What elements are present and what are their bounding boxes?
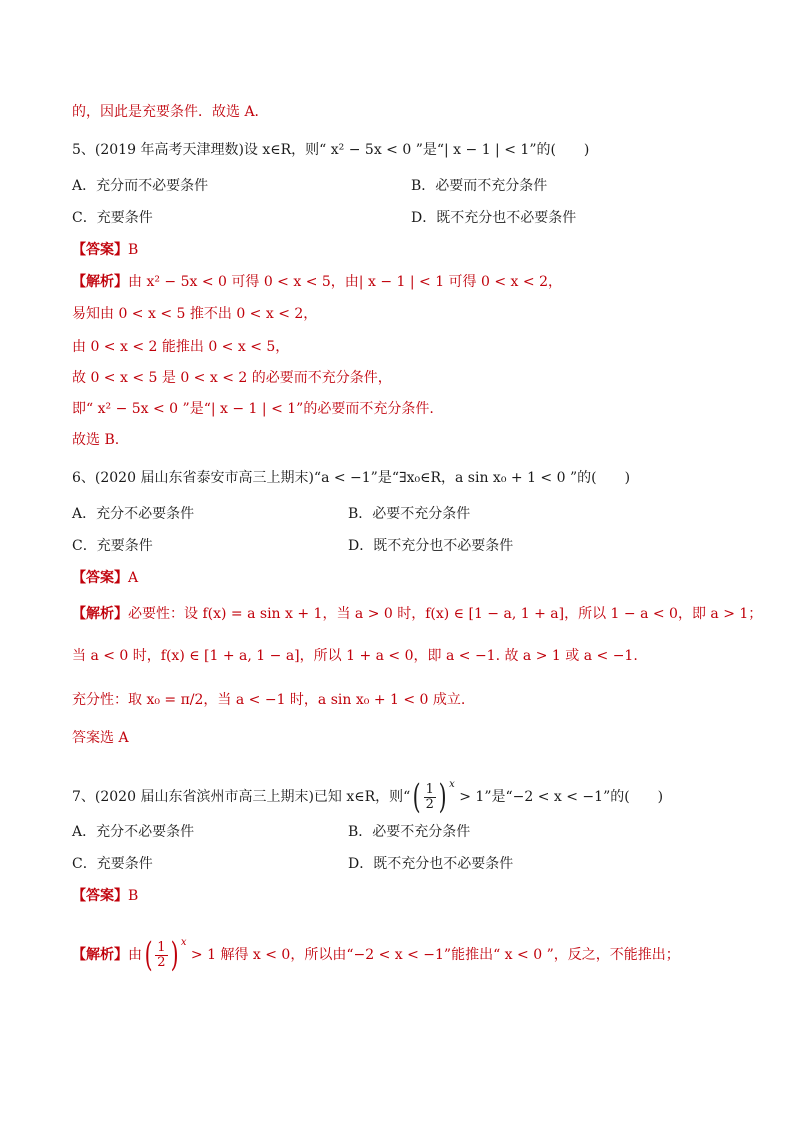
q5-option-d: D．既不充分也不必要条件	[411, 210, 577, 226]
q7-analysis-exponent: x	[180, 937, 187, 948]
q7-option-c: C．充要条件	[72, 856, 153, 872]
q7-analysis-right-paren: )	[170, 935, 179, 975]
q7-option-d: D．既不充分也不必要条件	[348, 856, 514, 872]
q5-analysis-line-4: 故 0 < x < 5 是 0 < x < 2 的必要而不充分条件，	[72, 370, 392, 386]
q7-answer-tag: 【答案】	[72, 888, 128, 904]
q5-answer	[72, 240, 138, 260]
q6-option-c: C．充要条件	[72, 538, 153, 554]
q7-answer-value: B	[128, 888, 139, 904]
q6-option-d: D．既不充分也不必要条件	[348, 538, 514, 554]
q6-analysis-line-2: 当 a < 0 时，f(x) ∈ [1 + a, 1 − a]，所以 1 + a < 0，即 a < −1. 故 a > 1 或 a < −1.	[72, 648, 638, 664]
q5-option-a: A．充分而不必要条件	[72, 178, 209, 194]
q7-answer	[72, 886, 138, 906]
q7-stem	[72, 768, 664, 817]
q6-answer	[72, 568, 138, 588]
q6-answer-value: A	[128, 570, 139, 586]
q7-analysis-frac-den: 2	[157, 954, 166, 970]
q7-analysis-tag: 【解析】	[72, 947, 128, 963]
q5-analysis-line-5: 即“ x² − 5x < 0 ”是“| x − 1 | < 1”的必要而不充分条件.	[72, 401, 434, 417]
q5-answer-tag: 【答案】	[72, 242, 128, 258]
q7-analysis-pre: 由	[128, 947, 142, 963]
q7-fraction	[424, 783, 436, 812]
q5-option-c: C．充要条件	[72, 210, 153, 226]
q7-frac-den: 2	[425, 796, 434, 812]
q6-analysis-line-1	[72, 604, 762, 624]
q6-answer-tag: 【答案】	[72, 570, 128, 586]
q5-stem: 5、(2019 年高考天津理数)设 x∈R，则“ x² − 5x < 0 ”是“| x − 1 | < 1”的( )	[72, 142, 590, 158]
q7-left-paren: (	[412, 777, 421, 817]
q7-right-paren: )	[438, 777, 447, 817]
q5-option-b: B．必要而不充分条件	[411, 178, 548, 194]
q7-option-a: A．充分不必要条件	[72, 824, 195, 840]
q5-analysis-tag: 【解析】	[72, 274, 128, 290]
q7-frac-num: 1	[425, 781, 434, 797]
q7-analysis-left-paren: (	[144, 935, 153, 975]
q7-analysis-line-1	[72, 926, 680, 975]
q5-analysis-line-3: 由 0 < x < 2 能推出 0 < x < 5，	[72, 339, 290, 355]
q7-analysis-post: > 1 解得 x < 0，所以由“−2 < x < −1”能推出“ x < 0 ”，反之，不能推出；	[186, 947, 680, 963]
q6-option-a: A．充分不必要条件	[72, 506, 195, 522]
q7-stem-pre: 7、(2020 届山东省滨州市高三上期末)已知 x∈R，则“	[72, 789, 411, 805]
q5-analysis-line-1	[72, 272, 562, 292]
q6-stem: 6、(2020 届山东省泰安市高三上期末)“a < −1”是“∃x₀∈R，a sin x₀ + 1 < 0 ”的( )	[72, 470, 631, 486]
q6-analysis-line-3: 充分性：取 x₀ = π/2，当 a < −1 时，a sin x₀ + 1 < 0 成立.	[72, 692, 466, 708]
q7-analysis-frac-num: 1	[157, 939, 166, 955]
q7-exponent: x	[449, 779, 455, 790]
intro-text: 的，因此是充要条件．故选 A．	[72, 104, 269, 120]
q6-option-b: B．必要不充分条件	[348, 506, 471, 522]
q7-stem-post: > 1”是“−2 < x < −1”的( )	[454, 789, 664, 805]
q5-analysis-text-1: 由 x² − 5x < 0 可得 0 < x < 5，由| x − 1 | < 1 可得 0 < x < 2，	[128, 274, 562, 290]
q6-analysis-tag: 【解析】	[72, 606, 128, 622]
q6-analysis-line-4: 答案选 A	[72, 730, 129, 746]
q5-analysis-line-6: 故选 B.	[72, 432, 120, 448]
q5-analysis-line-2: 易知由 0 < x < 5 推不出 0 < x < 2，	[72, 306, 318, 322]
q7-option-b: B．必要不充分条件	[348, 824, 471, 840]
q5-answer-value: B	[128, 242, 139, 258]
q7-analysis-fraction	[155, 941, 167, 970]
q6-analysis-text-1: 必要性：设 f(x) = a sin x + 1，当 a > 0 时，f(x) ∈ [1 − a, 1 + a]，所以 1 − a < 0，即 a > 1；	[128, 606, 763, 622]
